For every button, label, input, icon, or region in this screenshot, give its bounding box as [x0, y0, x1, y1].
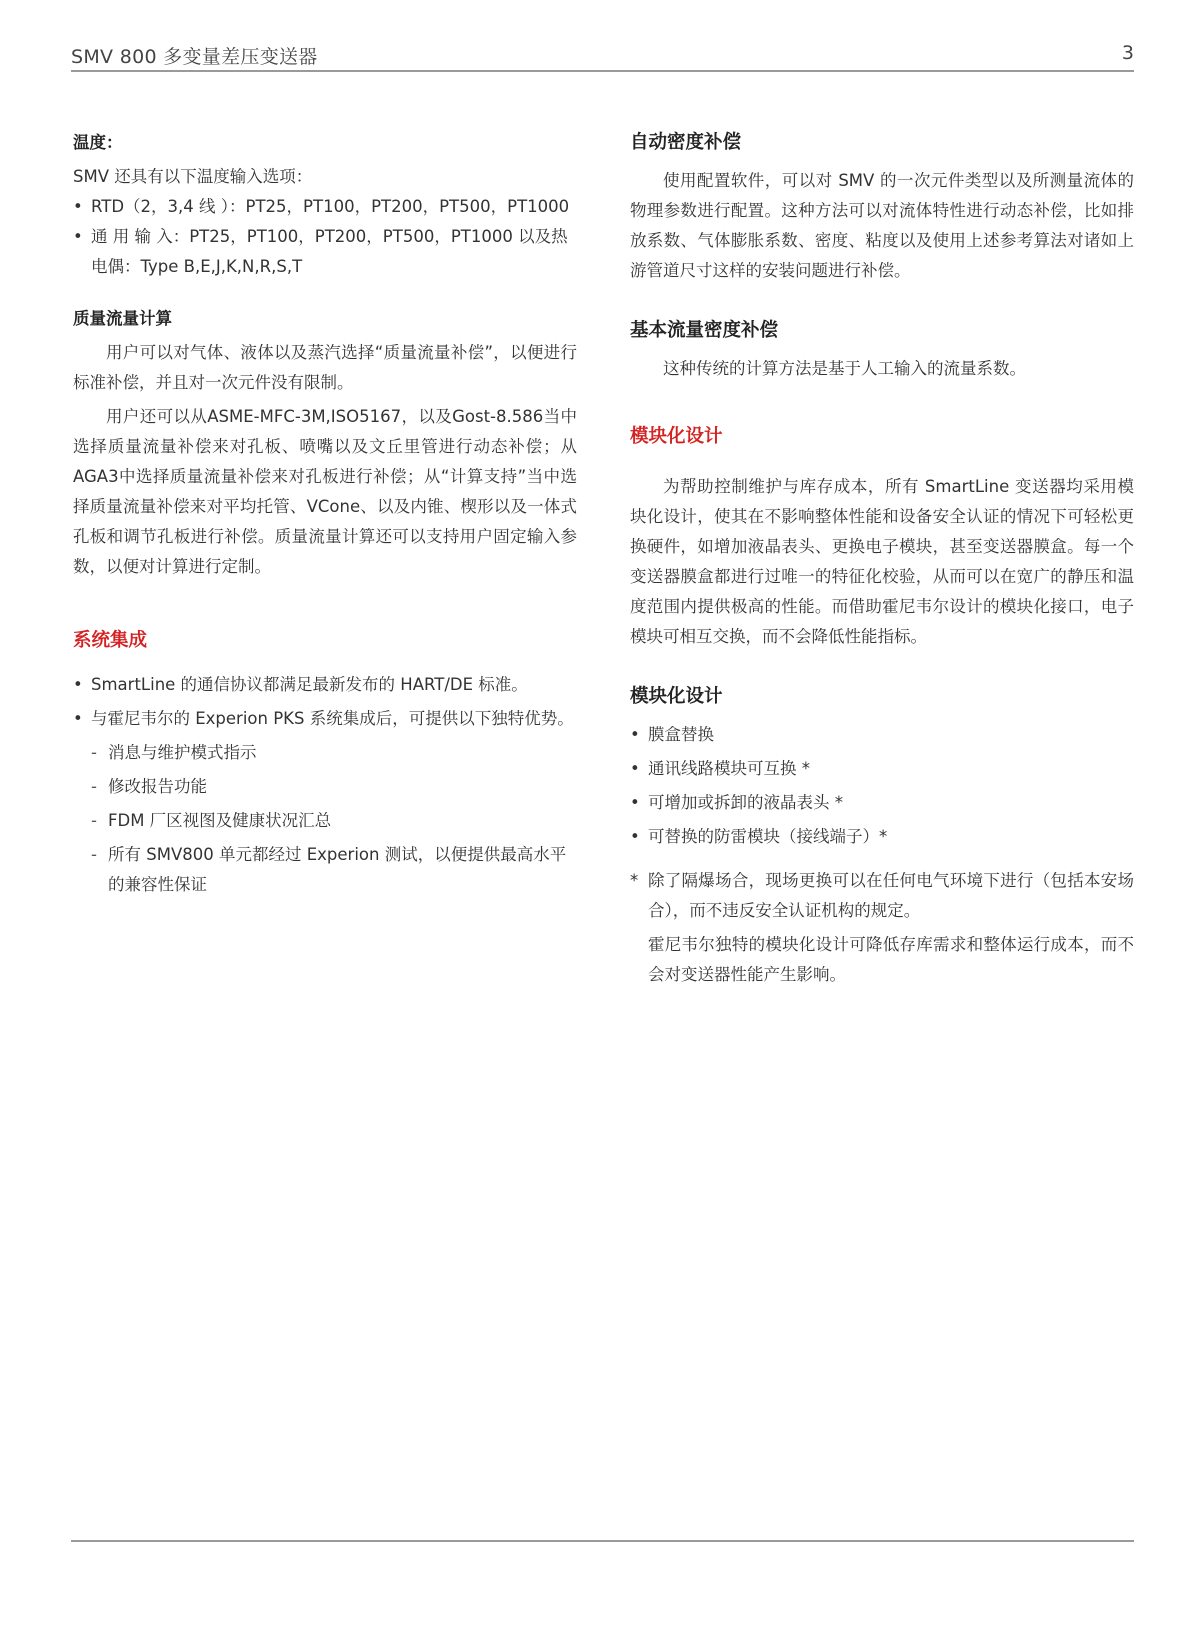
system-integration-sublist [73, 738, 577, 900]
basic-density-paragraph: 这种传统的计算方法是基于人工输入的流量系数。 [663, 359, 1026, 378]
basic-density-heading: 基本流量密度补偿 [630, 320, 779, 341]
modular-design-paragraph: 为帮助控制维护与库存成本，所有 SmartLine 变送器均采用模块化设计，使其在不影响整体性能和设备安全认证的情况下可轻松更换硬件，如增加液晶表头、更换电子模块，甚至变送器膜盒。每一个变送器膜盒都进行过唯一的特征化校验，从而可以在宽广的静压和温度范围内提供极高的性能。而借助霍尼韦尔设计的模块化接口，电子模块可相互交换，而不会降低性能指标。 [630, 477, 1134, 646]
closing-paragraph: 霍尼韦尔独特的模块化设计可降低存库需求和整体运行成本，而不会对变送器性能产生影响。 [648, 935, 1134, 984]
footnote-mark: * [630, 871, 639, 890]
header-divider [71, 70, 1134, 72]
auto-density-heading: 自动密度补偿 [630, 132, 742, 153]
mass-flow-heading: 质量流量计算 [73, 309, 172, 328]
footnote-text: 除了隔爆场合，现场更换可以在任何电气环境下进行（包括本安场合），而不违反安全认证机构的规定。 [648, 871, 1134, 920]
list-item: • SmartLine 的通信协议都满足最新发布的 HART/DE 标准。 [73, 670, 577, 700]
mass-flow-paragraph-2: 用户还可以从ASME-MFC-3M,ISO5167，以及Gost-8.586当中选择质量流量补偿来对孔板、喷嘴以及文丘里管进行动态补偿；从AGA3中选择质量流量补偿来对孔板进行补偿；从“计算支持”当中选择质量流量补偿来对平均托管、VCone、以及内锥、楔形以及一体式孔板和调节孔板进行补偿。质量流量计算还可以支持用户固定输入参数，以便对计算进行定制。 [73, 407, 577, 576]
left-column [73, 128, 577, 900]
page-number: 3 [1121, 42, 1134, 64]
system-integration-heading: 系统集成 [73, 630, 148, 651]
system-integration-list [73, 670, 577, 734]
modular-list [630, 720, 1134, 852]
auto-density-section [630, 128, 1134, 286]
temperature-list [73, 192, 577, 282]
list-item: • RTD（2，3,4 线 ）：PT25，PT100，PT200，PT500，PT1000 [73, 192, 577, 222]
sub-list-item: - 消息与维护模式指示 [73, 738, 577, 768]
auto-density-paragraph: 使用配置软件，可以对 SMV 的一次元件类型以及所测量流体的物理参数进行配置。这种方法可以对流体特性进行动态补偿，比如排放系数、气体膨胀系数、密度、粘度以及使用上述参考算法对诸如上游管道尺寸这样的安装问题进行补偿。 [630, 171, 1134, 280]
list-item: • 通 用 输 入：PT25，PT100，PT200，PT500，PT1000 以及热电偶：Type B,E,J,K,N,R,S,T [73, 222, 577, 282]
basic-density-section [630, 316, 1134, 384]
footer-divider [71, 1540, 1134, 1542]
system-integration-section [73, 626, 577, 900]
page-header [71, 40, 1134, 72]
mass-flow-paragraph-1: 用户可以对气体、液体以及蒸汽选择“质量流量补偿”，以便进行标准补偿，并且对一次元件没有限制。 [73, 343, 577, 392]
sub-list-item: - FDM 厂区视图及健康状况汇总 [73, 806, 577, 836]
modular-design-heading: 模块化设计 [630, 426, 723, 447]
document-title: SMV 800 多变量差压变送器 [71, 46, 318, 68]
list-item: • 与霍尼韦尔的 Experion PKS 系统集成后，可提供以下独特优势。 [73, 704, 577, 734]
footnote [630, 866, 1134, 926]
list-item: • 通讯线路模块可互换 * [630, 754, 1134, 784]
modular-design-section [630, 422, 1134, 652]
modular-list-section [630, 682, 1134, 990]
temperature-heading: 温度： [73, 133, 123, 152]
sub-list-item: - 所有 SMV800 单元都经过 Experion 测试，以便提供最高水平的兼容性保证 [73, 840, 577, 900]
right-column [630, 128, 1134, 990]
modular-list-heading: 模块化设计 [630, 686, 723, 707]
temperature-section [73, 128, 577, 282]
mass-flow-section [73, 304, 577, 582]
sub-list-item: - 修改报告功能 [73, 772, 577, 802]
list-item: • 可替换的防雷模块（接线端子）* [630, 822, 1134, 852]
list-item: • 可增加或拆卸的液晶表头 * [630, 788, 1134, 818]
list-item: • 膜盒替换 [630, 720, 1134, 750]
temperature-intro: SMV 还具有以下温度输入选项： [73, 167, 313, 186]
